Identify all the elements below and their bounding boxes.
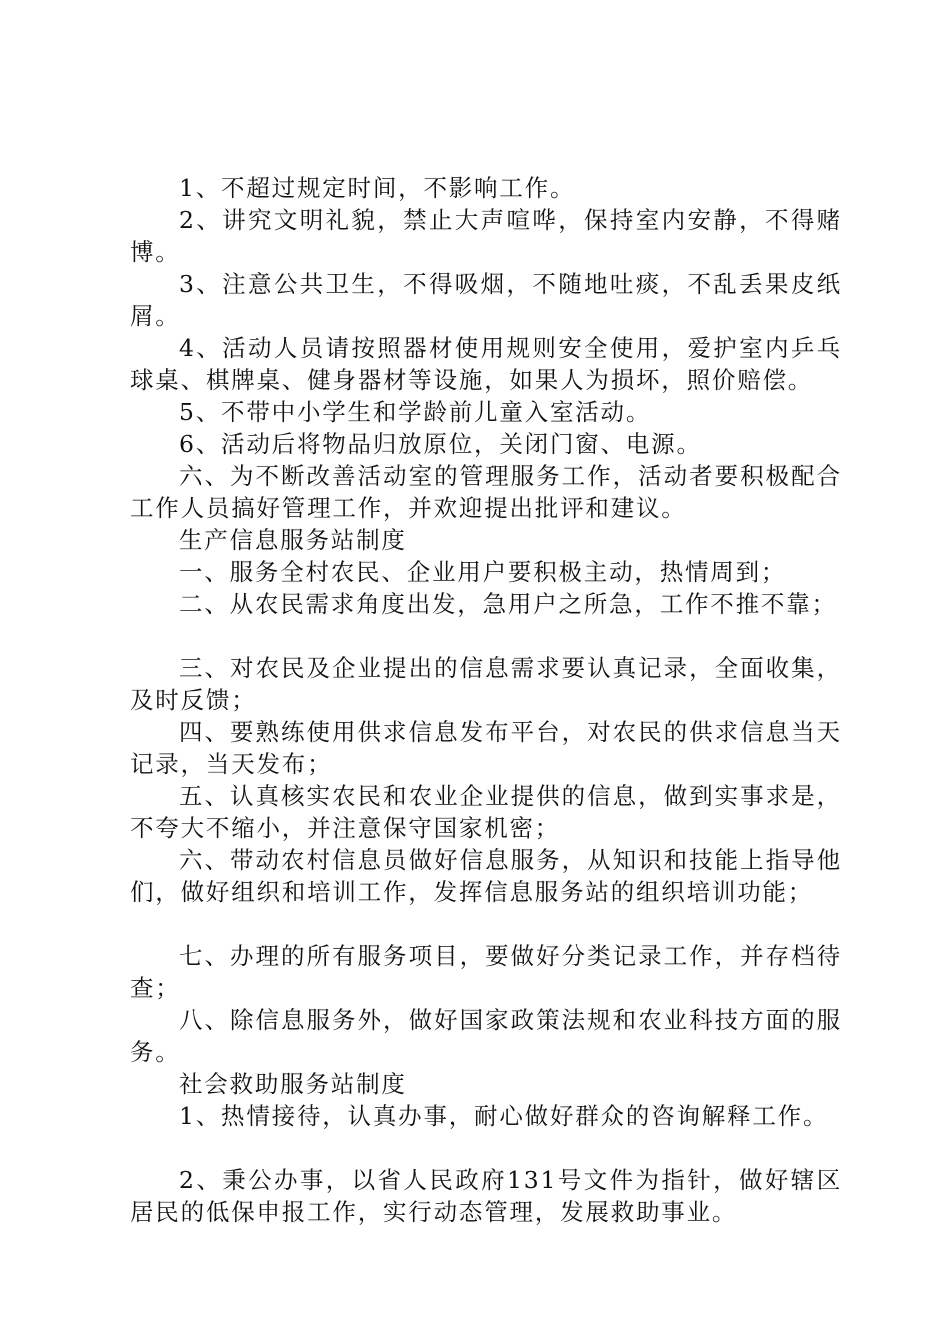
paragraph-rule-3: 3、注意公共卫生，不得吸烟，不随地吐痰，不乱丢果皮纸屑。 — [130, 270, 842, 330]
section-heading-social-aid: 社会救助服务站制度 — [179, 1070, 407, 1098]
paragraph-info-7: 七、办理的所有服务项目，要做好分类记录工作，并存档待查； — [130, 942, 842, 1002]
paragraph-info-3: 三、对农民及企业提出的信息需求要认真记录，全面收集，及时反馈； — [130, 654, 842, 714]
paragraph-info-2: 二、从农民需求角度出发，急用户之所急，工作不推不靠； — [179, 590, 837, 618]
blank-line — [130, 908, 842, 940]
paragraph-rule-1: 1、不超过规定时间，不影响工作。 — [179, 174, 576, 202]
paragraph-aid-1: 1、热情接待，认真办事，耐心做好群众的咨询解释工作。 — [179, 1102, 829, 1130]
paragraph-info-1: 一、服务全村农民、企业用户要积极主动，热情周到； — [179, 558, 787, 586]
document-body — [130, 172, 842, 1228]
paragraph-rule-2: 2、讲究文明礼貌，禁止大声喧哗，保持室内安静，不得赌博。 — [130, 206, 842, 266]
paragraph-rule-5: 5、不带中小学生和学龄前儿童入室活动。 — [179, 398, 652, 426]
paragraph-info-4: 四、要熟练使用供求信息发布平台，对农民的供求信息当天记录，当天发布； — [130, 718, 842, 778]
paragraph-info-5: 五、认真核实农民和农业企业提供的信息，做到实事求是，不夸大不缩小，并注意保守国家机密； — [130, 782, 842, 842]
paragraph-section-6: 六、为不断改善活动室的管理服务工作，活动者要积极配合工作人员搞好管理工作，并欢迎提出批评和建议。 — [130, 462, 842, 522]
paragraph-info-6: 六、带动农村信息员做好信息服务，从知识和技能上指导他们，做好组织和培训工作，发挥信息服务站的组织培训功能； — [130, 846, 842, 906]
paragraph-aid-2: 2、秉公办事，以省人民政府131号文件为指针，做好辖区居民的低保申报工作，实行动态管理，发展救助事业。 — [130, 1166, 842, 1226]
paragraph-rule-6: 6、活动后将物品归放原位，关闭门窗、电源。 — [179, 430, 702, 458]
blank-line — [130, 1132, 842, 1164]
section-heading-info-station: 生产信息服务站制度 — [179, 526, 407, 554]
paragraph-rule-4: 4、活动人员请按照器材使用规则安全使用，爱护室内乒乓球桌、棋牌桌、健身器材等设施，如果人为损坏，照价赔偿。 — [130, 334, 842, 394]
blank-line — [130, 620, 842, 652]
paragraph-info-8: 八、除信息服务外，做好国家政策法规和农业科技方面的服务。 — [130, 1006, 842, 1066]
